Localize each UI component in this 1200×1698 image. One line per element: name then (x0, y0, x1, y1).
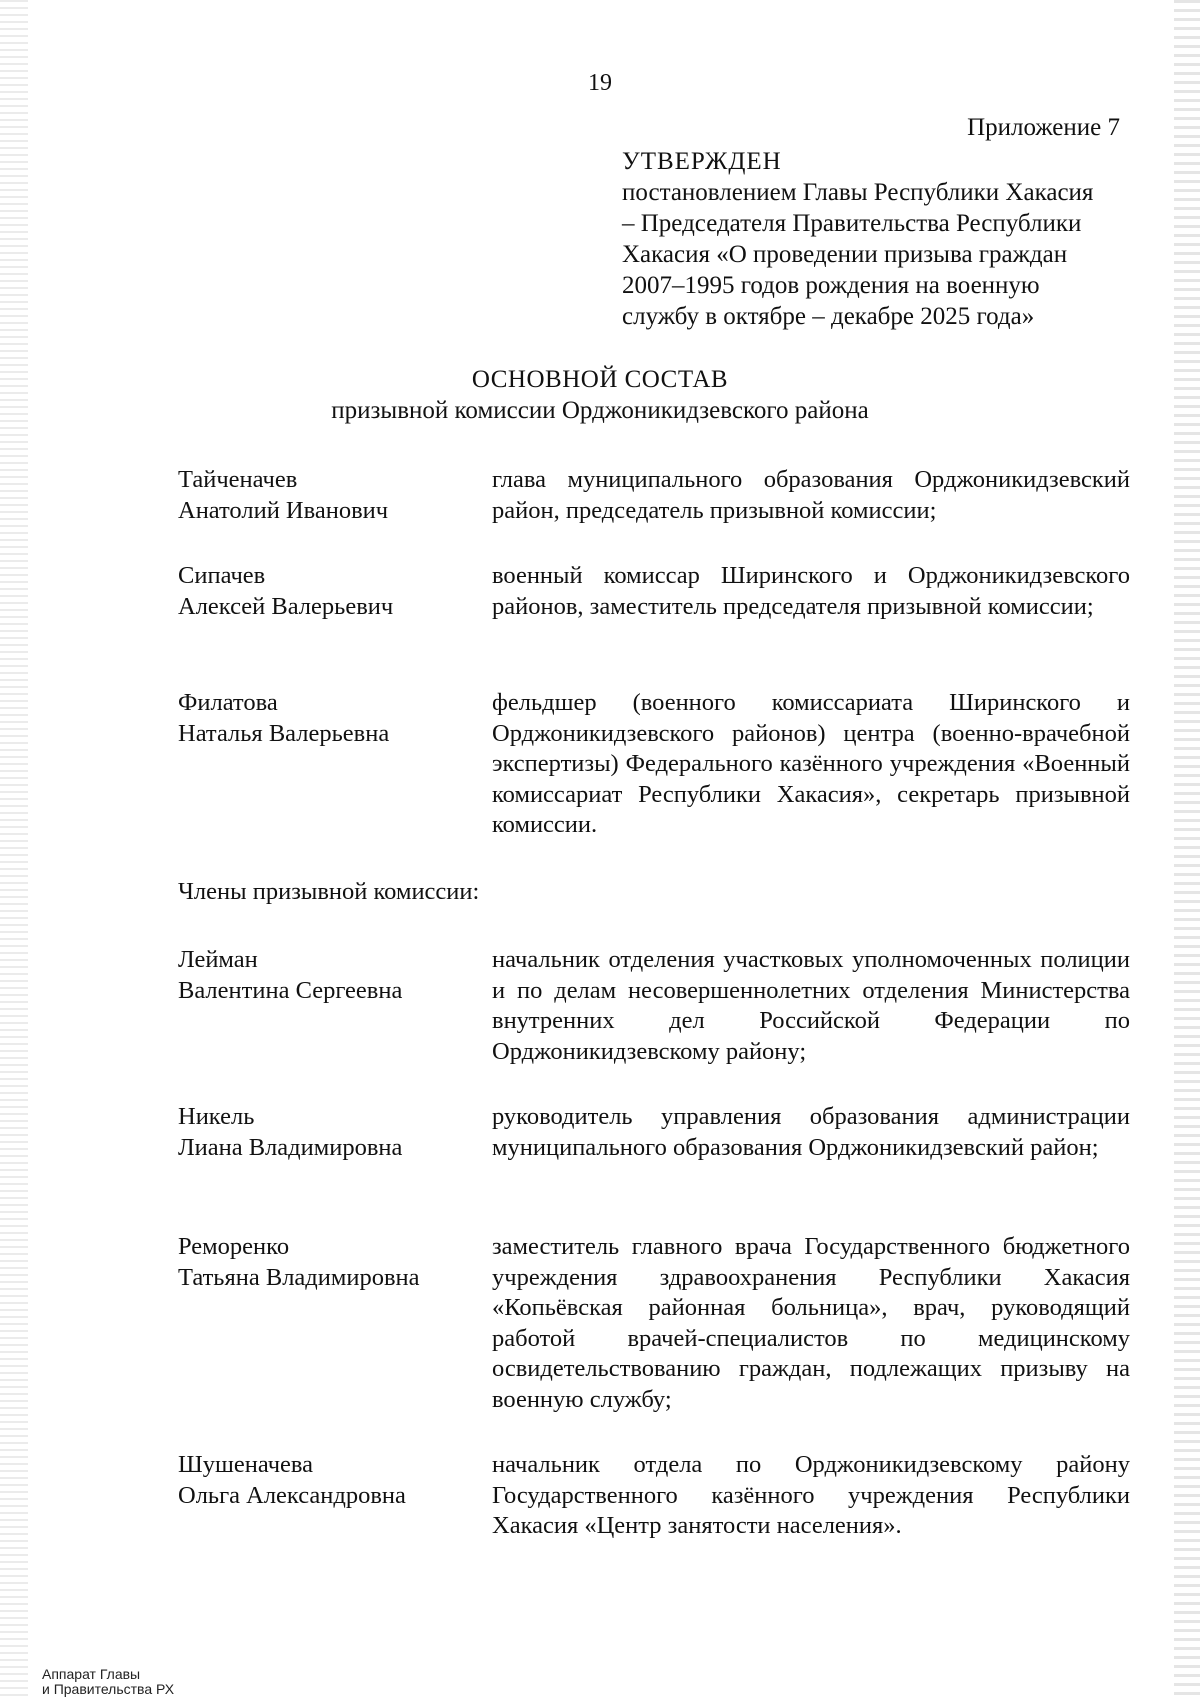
person-surname: Реморенко (178, 1233, 290, 1260)
person-surname: Никель (178, 1103, 255, 1130)
title-sub: призывной комиссии Орджоникидзевского района (331, 397, 869, 424)
person-given-names: Татьяна Владимировна (178, 1263, 420, 1291)
title-main: ОСНОВНОЙ СОСТАВ (471, 366, 729, 393)
person-surname: Сипачев (178, 562, 266, 589)
office-stamp (42, 1667, 174, 1697)
person-name (178, 1102, 478, 1163)
approval-block (622, 146, 1122, 332)
scan-edge-right (1174, 0, 1200, 1698)
person-duty: начальник отделения участковых уполномоченных полиции и по делам несовершеннолетних отделения Министерства внутренних дел Российской Федерации по Орджоникидзевскому району; (492, 946, 1130, 1065)
person-duty: начальник отдела по Орджоникидзевскому району Государственного казённого учреждения Республики Хакасия «Центр занятости населения». (492, 1451, 1130, 1539)
approval-line: постановлением Главы Республики Хакасия (622, 179, 1094, 206)
person-surname: Тайченачев (178, 466, 298, 493)
person-duty: заместитель главного врача Государственного бюджетного учреждения здравоохранения Республики Хакасия «Копьёвская районная больница», врач, руководящий работой врачей-специалистов по медицинскому освидетельствованию граждан, подлежащих призыву на военную службу; (492, 1233, 1130, 1413)
page-number: 19 (588, 70, 612, 96)
person-surname: Лейман (178, 946, 258, 973)
person-name (178, 945, 478, 1006)
person-name (178, 465, 478, 526)
person-duty: руководитель управления образования администрации муниципального образования Орджоникидзевский район; (492, 1103, 1130, 1161)
approval-line: Хакасия «О проведении призыва граждан (622, 241, 1068, 268)
approval-line: службу в октябре – декабре 2025 года» (622, 303, 1035, 330)
person-surname: Филатова (178, 689, 278, 716)
person-name (178, 688, 478, 749)
members-heading: Члены призывной комиссии: (178, 878, 480, 905)
appendix-label: Приложение 7 (967, 114, 1120, 141)
scan-edge-left (0, 0, 28, 1698)
person-surname: Шушеначева (178, 1451, 314, 1478)
approval-line: – Председателя Правительства Республики (622, 210, 1082, 237)
approval-line: 2007–1995 годов рождения на военную (622, 272, 1040, 299)
person-name (178, 1232, 478, 1293)
person-given-names: Анатолий Иванович (178, 496, 389, 524)
person-given-names: Алексей Валерьевич (178, 592, 394, 620)
person-name (178, 1450, 478, 1511)
person-name (178, 561, 478, 622)
person-duty: фельдшер (военного комиссариата Ширинского и Орджоникидзевского районов) центра (военно-врачебной экспертизы) Федерального казённого учреждения «Военный комиссариат Республики Хакасия», секретарь призывной комиссии. (492, 689, 1130, 838)
person-given-names: Валентина Сергеевна (178, 976, 403, 1004)
person-given-names: Лиана Владимировна (178, 1133, 403, 1161)
stamp-line: и Правительства РХ (42, 1681, 175, 1697)
stamp-line: Аппарат Главы (42, 1666, 141, 1682)
document-title (0, 364, 1200, 426)
person-given-names: Ольга Александровна (178, 1481, 406, 1509)
approval-word: УТВЕРЖДЕН (622, 148, 782, 175)
person-duty: глава муниципального образования Орджоникидзевский район, председатель призывной комиссии; (492, 466, 1130, 524)
person-duty: военный комиссар Ширинского и Орджоникидзевского районов, заместитель председателя призывной комиссии; (492, 562, 1130, 620)
person-given-names: Наталья Валерьевна (178, 719, 390, 747)
